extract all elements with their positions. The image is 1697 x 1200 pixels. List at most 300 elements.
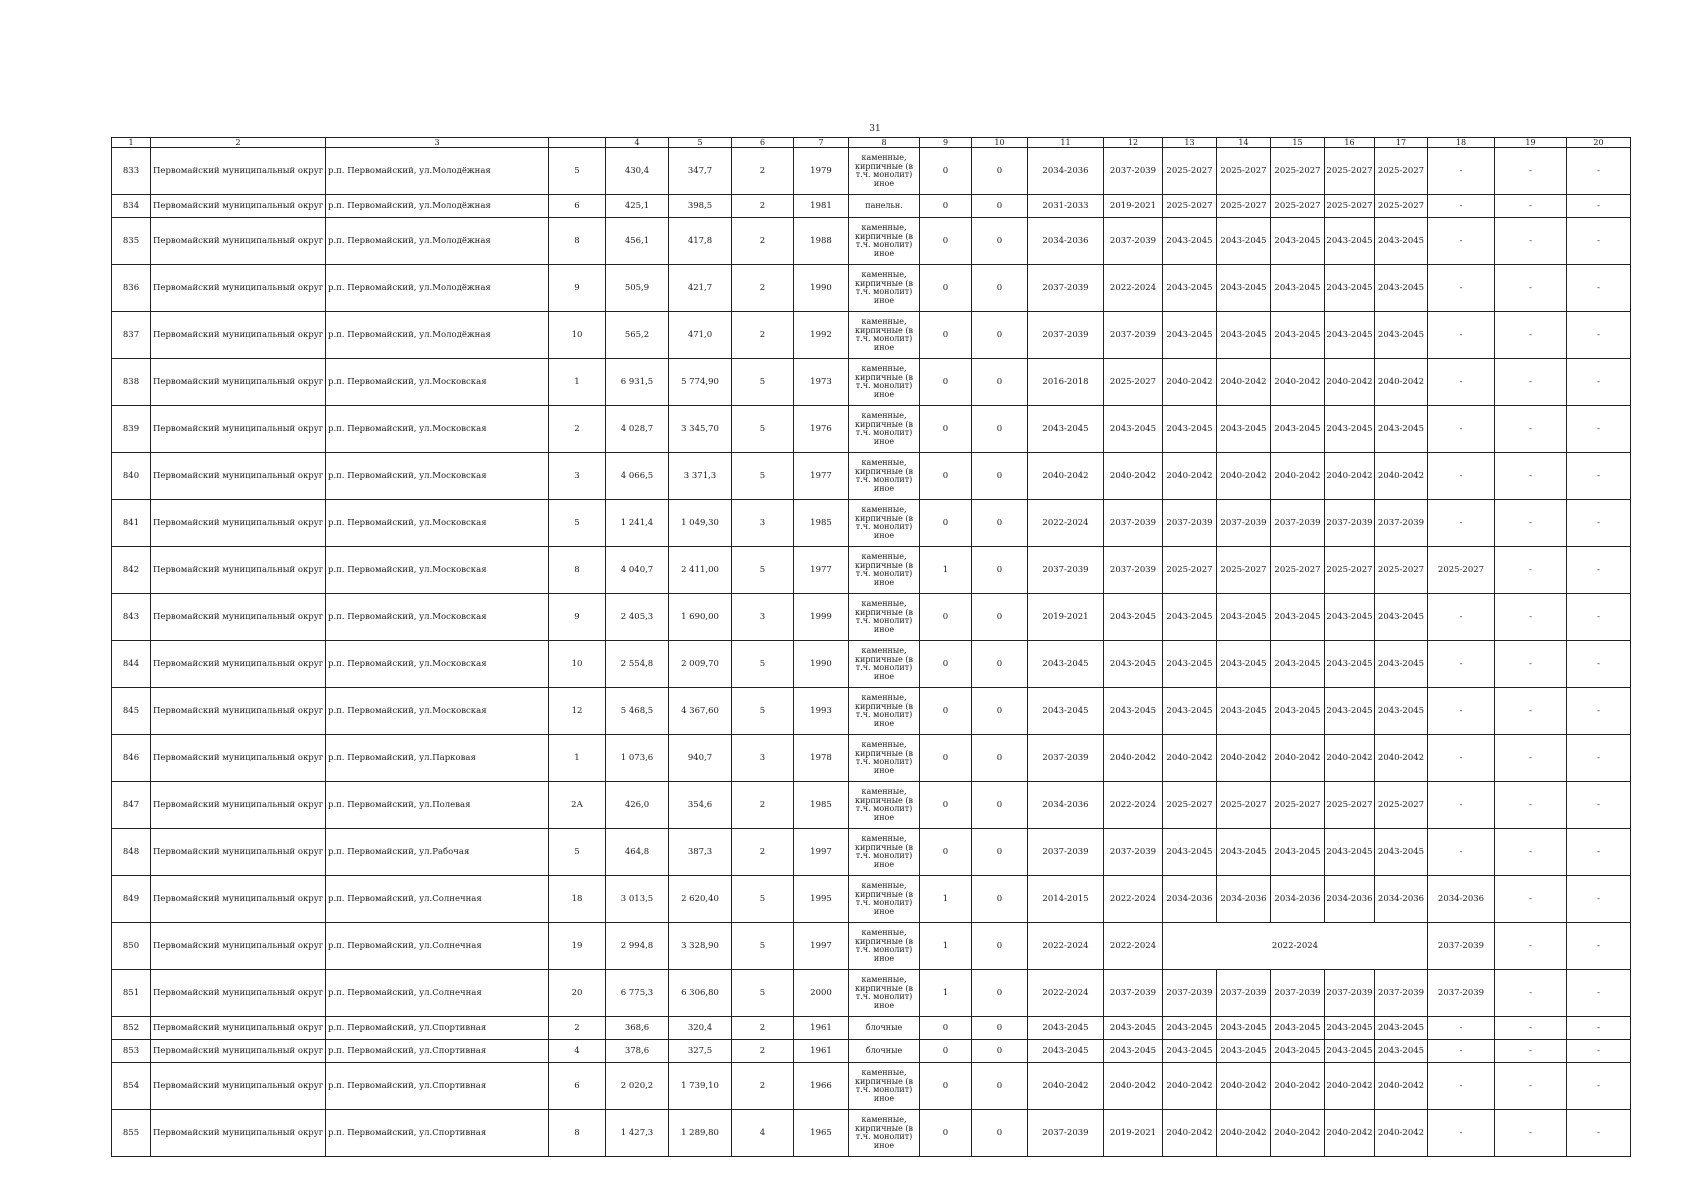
period-col-11: 2037-2039 — [1028, 829, 1104, 876]
value-col-10: 0 — [972, 641, 1028, 688]
floors: 5 — [732, 453, 794, 500]
value-col-10: 0 — [972, 923, 1028, 970]
floors: 5 — [732, 547, 794, 594]
period-col-15: 2040-2042 — [1271, 1063, 1325, 1110]
value-col-10: 0 — [972, 453, 1028, 500]
municipal-district: Первомайский муниципальный округ — [151, 195, 326, 218]
period-col-11: 2037-2039 — [1028, 1110, 1104, 1157]
value-col-20: - — [1567, 688, 1631, 735]
street-address: р.п. Первомайский, ул.Московская — [326, 359, 549, 406]
period-col-13: 2034-2036 — [1163, 876, 1217, 923]
period-col-17: 2043-2045 — [1375, 265, 1428, 312]
municipal-district: Первомайский муниципальный округ — [151, 1110, 326, 1157]
period-col-14: 2037-2039 — [1217, 500, 1271, 547]
period-col-17: 2025-2027 — [1375, 148, 1428, 195]
value-col-20: - — [1567, 547, 1631, 594]
value-col-20: - — [1567, 195, 1631, 218]
period-col-16: 2043-2045 — [1325, 265, 1375, 312]
row-number: 848 — [112, 829, 151, 876]
value-col-10: 0 — [972, 148, 1028, 195]
row-number: 847 — [112, 782, 151, 829]
period-col-17: 2040-2042 — [1375, 735, 1428, 782]
value-col-10: 0 — [972, 1063, 1028, 1110]
row-number: 846 — [112, 735, 151, 782]
living-area: 1 739,10 — [669, 1063, 732, 1110]
construction-year: 1979 — [794, 148, 849, 195]
period-col-13: 2043-2045 — [1163, 688, 1217, 735]
period-col-11: 2043-2045 — [1028, 641, 1104, 688]
value-col-19: - — [1495, 829, 1567, 876]
construction-year: 1997 — [794, 829, 849, 876]
wall-material: каменные, кирпичные (в т.ч. монолит) иное — [849, 782, 920, 829]
period-col-17: 2043-2045 — [1375, 218, 1428, 265]
street-address: р.п. Первомайский, ул.Молодёжная — [326, 148, 549, 195]
total-area: 1 241,4 — [606, 500, 669, 547]
period-col-16: 2040-2042 — [1325, 1110, 1375, 1157]
municipal-district: Первомайский муниципальный округ — [151, 688, 326, 735]
row-number: 855 — [112, 1110, 151, 1157]
wall-material: каменные, кирпичные (в т.ч. монолит) иное — [849, 359, 920, 406]
living-area: 4 367,60 — [669, 688, 732, 735]
row-number: 838 — [112, 359, 151, 406]
living-area: 471,0 — [669, 312, 732, 359]
period-col-14: 2040-2042 — [1217, 735, 1271, 782]
column-number: 14 — [1217, 138, 1271, 148]
period-col-18: 2025-2027 — [1428, 547, 1495, 594]
floors: 2 — [732, 1063, 794, 1110]
construction-year: 1977 — [794, 547, 849, 594]
period-col-17: 2043-2045 — [1375, 1017, 1428, 1040]
period-col-12: 2040-2042 — [1104, 735, 1163, 782]
period-col-16: 2034-2036 — [1325, 876, 1375, 923]
value-col-19: - — [1495, 547, 1567, 594]
house-number: 5 — [549, 500, 606, 547]
value-col-9: 0 — [920, 782, 972, 829]
period-col-11: 2014-2015 — [1028, 876, 1104, 923]
living-area: 3 371,3 — [669, 453, 732, 500]
period-col-11: 2037-2039 — [1028, 547, 1104, 594]
house-number: 8 — [549, 547, 606, 594]
municipal-district: Первомайский муниципальный округ — [151, 359, 326, 406]
column-number: 13 — [1163, 138, 1217, 148]
total-area: 368,6 — [606, 1017, 669, 1040]
floors: 3 — [732, 594, 794, 641]
street-address: р.п. Первомайский, ул.Московская — [326, 453, 549, 500]
municipal-district: Первомайский муниципальный округ — [151, 547, 326, 594]
construction-year: 1988 — [794, 218, 849, 265]
period-col-16: 2043-2045 — [1325, 1017, 1375, 1040]
period-col-15: 2043-2045 — [1271, 829, 1325, 876]
municipal-district: Первомайский муниципальный округ — [151, 594, 326, 641]
street-address: р.п. Первомайский, ул.Рабочая — [326, 829, 549, 876]
column-number: 8 — [849, 138, 920, 148]
total-area: 3 013,5 — [606, 876, 669, 923]
period-col-14: 2040-2042 — [1217, 453, 1271, 500]
period-col-12: 2022-2024 — [1104, 782, 1163, 829]
wall-material: блочные — [849, 1040, 920, 1063]
period-col-14: 2037-2039 — [1217, 970, 1271, 1017]
period-col-16: 2037-2039 — [1325, 500, 1375, 547]
table-row — [112, 453, 1631, 500]
value-col-10: 0 — [972, 406, 1028, 453]
municipal-district: Первомайский муниципальный округ — [151, 1017, 326, 1040]
construction-year: 1990 — [794, 265, 849, 312]
period-col-18: - — [1428, 218, 1495, 265]
period-col-11: 2022-2024 — [1028, 500, 1104, 547]
total-area: 565,2 — [606, 312, 669, 359]
period-col-13: 2043-2045 — [1163, 829, 1217, 876]
row-number: 839 — [112, 406, 151, 453]
value-col-9: 0 — [920, 1017, 972, 1040]
period-col-18: 2037-2039 — [1428, 923, 1495, 970]
period-col-16: 2025-2027 — [1325, 195, 1375, 218]
period-col-16: 2043-2045 — [1325, 312, 1375, 359]
value-col-10: 0 — [972, 312, 1028, 359]
period-col-15: 2034-2036 — [1271, 876, 1325, 923]
period-col-15: 2043-2045 — [1271, 1040, 1325, 1063]
period-col-16: 2043-2045 — [1325, 641, 1375, 688]
value-col-10: 0 — [972, 829, 1028, 876]
column-number-row — [112, 138, 1631, 148]
period-col-13: 2040-2042 — [1163, 735, 1217, 782]
row-number: 853 — [112, 1040, 151, 1063]
value-col-9: 0 — [920, 1040, 972, 1063]
value-col-10: 0 — [972, 1110, 1028, 1157]
value-col-9: 0 — [920, 829, 972, 876]
period-col-12: 2040-2042 — [1104, 1063, 1163, 1110]
construction-year: 1985 — [794, 500, 849, 547]
value-col-19: - — [1495, 359, 1567, 406]
wall-material: каменные, кирпичные (в т.ч. монолит) иное — [849, 265, 920, 312]
value-col-10: 0 — [972, 500, 1028, 547]
living-area: 6 306,80 — [669, 970, 732, 1017]
house-number: 19 — [549, 923, 606, 970]
total-area: 425,1 — [606, 195, 669, 218]
street-address: р.п. Первомайский, ул.Спортивная — [326, 1040, 549, 1063]
house-number: 8 — [549, 218, 606, 265]
period-col-13: 2043-2045 — [1163, 1017, 1217, 1040]
period-col-18: - — [1428, 312, 1495, 359]
table-row — [112, 923, 1631, 970]
total-area: 5 468,5 — [606, 688, 669, 735]
living-area: 354,6 — [669, 782, 732, 829]
period-col-15: 2025-2027 — [1271, 148, 1325, 195]
total-area: 1 427,3 — [606, 1110, 669, 1157]
street-address: р.п. Первомайский, ул.Спортивная — [326, 1017, 549, 1040]
living-area: 2 411,00 — [669, 547, 732, 594]
construction-year: 1985 — [794, 782, 849, 829]
house-number: 12 — [549, 688, 606, 735]
wall-material: каменные, кирпичные (в т.ч. монолит) иное — [849, 735, 920, 782]
column-number: 20 — [1567, 138, 1631, 148]
value-col-9: 0 — [920, 195, 972, 218]
period-col-14: 2043-2045 — [1217, 594, 1271, 641]
municipal-district: Первомайский муниципальный округ — [151, 641, 326, 688]
value-col-10: 0 — [972, 970, 1028, 1017]
period-col-15: 2043-2045 — [1271, 312, 1325, 359]
value-col-20: - — [1567, 218, 1631, 265]
construction-year: 2000 — [794, 970, 849, 1017]
municipal-district: Первомайский муниципальный округ — [151, 1063, 326, 1110]
value-col-9: 0 — [920, 735, 972, 782]
house-number: 2 — [549, 1017, 606, 1040]
period-col-12: 2043-2045 — [1104, 688, 1163, 735]
row-number: 841 — [112, 500, 151, 547]
period-col-15: 2043-2045 — [1271, 688, 1325, 735]
table-row — [112, 148, 1631, 195]
housing-register-table — [111, 137, 1631, 1157]
period-col-17: 2040-2042 — [1375, 359, 1428, 406]
period-col-12: 2040-2042 — [1104, 453, 1163, 500]
period-col-13: 2040-2042 — [1163, 1063, 1217, 1110]
floors: 5 — [732, 406, 794, 453]
value-col-20: - — [1567, 923, 1631, 970]
value-col-10: 0 — [972, 735, 1028, 782]
period-col-11: 2037-2039 — [1028, 312, 1104, 359]
column-number: 17 — [1375, 138, 1428, 148]
street-address: р.п. Первомайский, ул.Московская — [326, 688, 549, 735]
period-col-15: 2043-2045 — [1271, 265, 1325, 312]
total-area: 6 775,3 — [606, 970, 669, 1017]
house-number: 10 — [549, 312, 606, 359]
period-col-13: 2025-2027 — [1163, 148, 1217, 195]
row-number: 851 — [112, 970, 151, 1017]
period-col-16: 2043-2045 — [1325, 1040, 1375, 1063]
floors: 3 — [732, 735, 794, 782]
period-col-17: 2040-2042 — [1375, 1063, 1428, 1110]
total-area: 2 405,3 — [606, 594, 669, 641]
period-col-16: 2040-2042 — [1325, 735, 1375, 782]
wall-material: каменные, кирпичные (в т.ч. монолит) иное — [849, 500, 920, 547]
construction-year: 1973 — [794, 359, 849, 406]
floors: 5 — [732, 970, 794, 1017]
period-col-18: - — [1428, 829, 1495, 876]
value-col-20: - — [1567, 1040, 1631, 1063]
period-col-17: 2043-2045 — [1375, 312, 1428, 359]
period-col-15: 2037-2039 — [1271, 500, 1325, 547]
period-col-16: 2043-2045 — [1325, 218, 1375, 265]
value-col-9: 0 — [920, 312, 972, 359]
house-number: 9 — [549, 265, 606, 312]
row-number: 849 — [112, 876, 151, 923]
period-col-11: 2034-2036 — [1028, 782, 1104, 829]
period-col-12: 2037-2039 — [1104, 312, 1163, 359]
floors: 5 — [732, 923, 794, 970]
street-address: р.п. Первомайский, ул.Полевая — [326, 782, 549, 829]
column-number: 3 — [326, 138, 549, 148]
construction-year: 1966 — [794, 1063, 849, 1110]
period-col-11: 2034-2036 — [1028, 148, 1104, 195]
period-col-18: - — [1428, 406, 1495, 453]
house-number: 20 — [549, 970, 606, 1017]
municipal-district: Первомайский муниципальный округ — [151, 500, 326, 547]
floors: 2 — [732, 1040, 794, 1063]
construction-year: 1993 — [794, 688, 849, 735]
value-col-9: 0 — [920, 594, 972, 641]
value-col-9: 0 — [920, 688, 972, 735]
value-col-9: 1 — [920, 923, 972, 970]
period-col-15: 2037-2039 — [1271, 970, 1325, 1017]
value-col-20: - — [1567, 500, 1631, 547]
period-col-12: 2037-2039 — [1104, 829, 1163, 876]
period-col-17: 2043-2045 — [1375, 829, 1428, 876]
period-col-16: 2037-2039 — [1325, 970, 1375, 1017]
total-area: 4 066,5 — [606, 453, 669, 500]
municipal-district: Первомайский муниципальный округ — [151, 970, 326, 1017]
period-col-18: - — [1428, 735, 1495, 782]
construction-year: 1997 — [794, 923, 849, 970]
street-address: р.п. Первомайский, ул.Парковая — [326, 735, 549, 782]
total-area: 430,4 — [606, 148, 669, 195]
wall-material: каменные, кирпичные (в т.ч. монолит) иное — [849, 1063, 920, 1110]
value-col-9: 0 — [920, 453, 972, 500]
period-col-11: 2019-2021 — [1028, 594, 1104, 641]
value-col-20: - — [1567, 594, 1631, 641]
period-col-12: 2037-2039 — [1104, 148, 1163, 195]
value-col-20: - — [1567, 735, 1631, 782]
period-col-14: 2043-2045 — [1217, 218, 1271, 265]
value-col-10: 0 — [972, 1040, 1028, 1063]
period-col-11: 2043-2045 — [1028, 406, 1104, 453]
wall-material: каменные, кирпичные (в т.ч. монолит) иное — [849, 406, 920, 453]
table-row — [112, 265, 1631, 312]
period-col-17: 2043-2045 — [1375, 406, 1428, 453]
floors: 2 — [732, 782, 794, 829]
period-col-13: 2025-2027 — [1163, 195, 1217, 218]
street-address: р.п. Первомайский, ул.Московская — [326, 641, 549, 688]
period-col-14: 2043-2045 — [1217, 312, 1271, 359]
value-col-9: 0 — [920, 406, 972, 453]
value-col-10: 0 — [972, 195, 1028, 218]
row-number: 854 — [112, 1063, 151, 1110]
period-col-18: - — [1428, 1110, 1495, 1157]
column-number: 4 — [606, 138, 669, 148]
floors: 2 — [732, 218, 794, 265]
period-col-17: 2043-2045 — [1375, 688, 1428, 735]
period-col-14: 2043-2045 — [1217, 829, 1271, 876]
street-address: р.п. Первомайский, ул.Московская — [326, 406, 549, 453]
floors: 5 — [732, 359, 794, 406]
period-col-18: - — [1428, 453, 1495, 500]
floors: 5 — [732, 876, 794, 923]
street-address: р.п. Первомайский, ул.Спортивная — [326, 1110, 549, 1157]
period-col-11: 2043-2045 — [1028, 688, 1104, 735]
value-col-20: - — [1567, 453, 1631, 500]
period-col-12: 2019-2021 — [1104, 195, 1163, 218]
total-area: 4 040,7 — [606, 547, 669, 594]
period-col-16: 2025-2027 — [1325, 148, 1375, 195]
table-row — [112, 218, 1631, 265]
wall-material: каменные, кирпичные (в т.ч. монолит) иное — [849, 148, 920, 195]
period-col-18: - — [1428, 1040, 1495, 1063]
period-col-12: 2022-2024 — [1104, 265, 1163, 312]
value-col-20: - — [1567, 406, 1631, 453]
value-col-19: - — [1495, 782, 1567, 829]
total-area: 464,8 — [606, 829, 669, 876]
column-number: 19 — [1495, 138, 1567, 148]
period-col-17: 2043-2045 — [1375, 641, 1428, 688]
column-number: 1 — [112, 138, 151, 148]
street-address: р.п. Первомайский, ул.Московская — [326, 500, 549, 547]
period-col-11: 2034-2036 — [1028, 218, 1104, 265]
value-col-19: - — [1495, 195, 1567, 218]
construction-year: 1976 — [794, 406, 849, 453]
total-area: 378,6 — [606, 1040, 669, 1063]
period-col-11: 2016-2018 — [1028, 359, 1104, 406]
period-col-13: 2043-2045 — [1163, 265, 1217, 312]
period-col-15: 2043-2045 — [1271, 1017, 1325, 1040]
period-col-13: 2043-2045 — [1163, 594, 1217, 641]
period-col-11: 2031-2033 — [1028, 195, 1104, 218]
table-row — [112, 876, 1631, 923]
wall-material: каменные, кирпичные (в т.ч. монолит) иное — [849, 218, 920, 265]
total-area: 2 020,2 — [606, 1063, 669, 1110]
floors: 2 — [732, 148, 794, 195]
period-col-18: - — [1428, 148, 1495, 195]
period-col-11: 2040-2042 — [1028, 1063, 1104, 1110]
municipal-district: Первомайский муниципальный округ — [151, 735, 326, 782]
row-number: 835 — [112, 218, 151, 265]
row-number: 844 — [112, 641, 151, 688]
value-col-20: - — [1567, 148, 1631, 195]
municipal-district: Первомайский муниципальный округ — [151, 829, 326, 876]
period-col-12: 2025-2027 — [1104, 359, 1163, 406]
value-col-9: 0 — [920, 1110, 972, 1157]
wall-material: каменные, кирпичные (в т.ч. монолит) иное — [849, 923, 920, 970]
column-number: 9 — [920, 138, 972, 148]
floors: 4 — [732, 1110, 794, 1157]
period-col-17: 2037-2039 — [1375, 500, 1428, 547]
living-area: 347,7 — [669, 148, 732, 195]
period-col-12: 2037-2039 — [1104, 547, 1163, 594]
row-number: 834 — [112, 195, 151, 218]
column-number: 11 — [1028, 138, 1104, 148]
table-row — [112, 594, 1631, 641]
municipal-district: Первомайский муниципальный округ — [151, 1040, 326, 1063]
table-row — [112, 406, 1631, 453]
value-col-20: - — [1567, 312, 1631, 359]
period-col-14: 2025-2027 — [1217, 547, 1271, 594]
municipal-district: Первомайский муниципальный округ — [151, 265, 326, 312]
street-address: р.п. Первомайский, ул.Солнечная — [326, 923, 549, 970]
period-col-16: 2043-2045 — [1325, 594, 1375, 641]
period-col-13: 2040-2042 — [1163, 1110, 1217, 1157]
period-col-12: 2019-2021 — [1104, 1110, 1163, 1157]
street-address: р.п. Первомайский, ул.Молодёжная — [326, 195, 549, 218]
value-col-19: - — [1495, 1017, 1567, 1040]
value-col-9: 1 — [920, 970, 972, 1017]
row-number: 836 — [112, 265, 151, 312]
construction-year: 1961 — [794, 1040, 849, 1063]
value-col-10: 0 — [972, 1017, 1028, 1040]
value-col-19: - — [1495, 1040, 1567, 1063]
period-col-15: 2040-2042 — [1271, 453, 1325, 500]
column-number: 6 — [732, 138, 794, 148]
municipal-district: Первомайский муниципальный округ — [151, 218, 326, 265]
row-number: 837 — [112, 312, 151, 359]
construction-year: 1965 — [794, 1110, 849, 1157]
value-col-20: - — [1567, 1017, 1631, 1040]
period-col-15: 2043-2045 — [1271, 594, 1325, 641]
floors: 5 — [732, 688, 794, 735]
period-col-13: 2043-2045 — [1163, 1040, 1217, 1063]
living-area: 2 620,40 — [669, 876, 732, 923]
period-col-11: 2037-2039 — [1028, 735, 1104, 782]
value-col-20: - — [1567, 782, 1631, 829]
value-col-19: - — [1495, 312, 1567, 359]
living-area: 2 009,70 — [669, 641, 732, 688]
period-col-14: 2043-2045 — [1217, 688, 1271, 735]
